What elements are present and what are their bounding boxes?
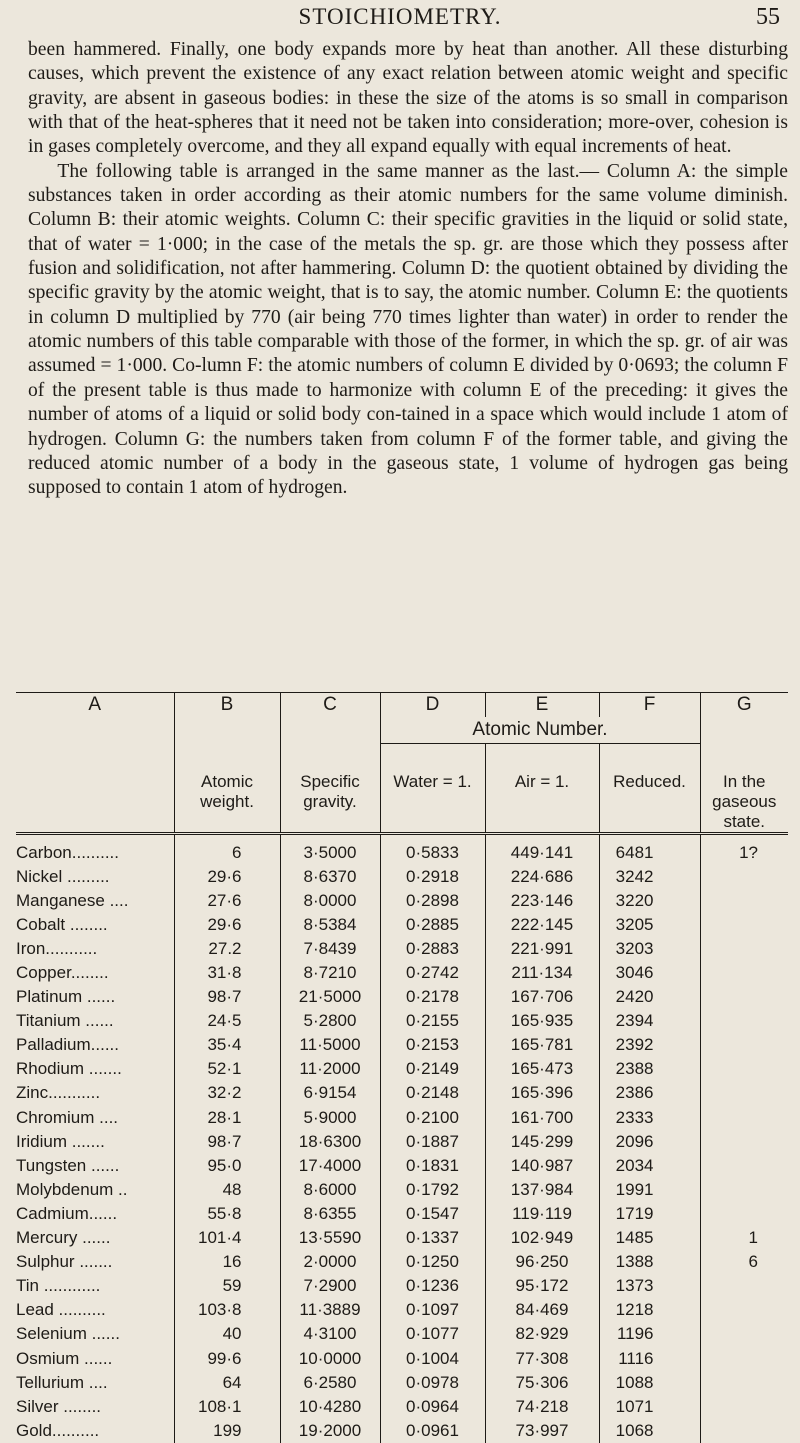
span-header-blank-b (174, 717, 280, 744)
atomic-weight: 98·7 (174, 985, 280, 1009)
atomic-weight: 29·6 (174, 865, 280, 889)
element-name: Molybdenum .. (16, 1179, 128, 1199)
atomic-number-air: 96·250 (485, 1250, 599, 1274)
atomic-number-air: 77·308 (485, 1346, 599, 1370)
atomic-number-reduced: 1485 (599, 1226, 700, 1250)
atomic-number-gaseous (700, 961, 788, 985)
atomic-number-header: Atomic Number. (380, 717, 700, 744)
atomic-number-water: 0·1337 (380, 1226, 485, 1250)
atomic-number-gaseous (700, 1419, 788, 1443)
atomic-number-reduced: 3203 (599, 937, 700, 961)
atomic-number-water: 0·0978 (380, 1371, 485, 1395)
atomic-number-reduced: 3046 (599, 961, 700, 985)
subheader-reduced: Reduced. (599, 744, 700, 834)
atomic-number-reduced: 3220 (599, 889, 700, 913)
atomic-number-water: 0·2885 (380, 913, 485, 937)
table-row (16, 913, 788, 937)
atomic-number-reduced: 2034 (599, 1154, 700, 1178)
atomic-weight: 59 (174, 1274, 280, 1298)
paragraph-1: been hammered. Finally, one body expands more by heat than another. All these disturbing causes, which prevent the existence of any exact relation between atomic weight and specific gravity, are absent in gaseous bodies: in these the size of the atoms is so small in comparison with that of the heat-spheres that it need not be taken into consideration; more-over, cohesion is in gases completely overcome, and they all expand equally with equal increments of heat. (28, 39, 788, 158)
atomic-number-air: 223·146 (485, 889, 599, 913)
atomic-number-gaseous: 6 (700, 1250, 788, 1274)
subheader-a (16, 744, 174, 834)
atomic-number-water: 0·2742 (380, 961, 485, 985)
atomic-number-water: 0·5833 (380, 833, 485, 865)
element-name: Tungsten ...... (16, 1155, 120, 1175)
table-row (16, 1298, 788, 1322)
element-name: Osmium ...... (16, 1348, 113, 1368)
running-title: STOICHIOMETRY. (298, 4, 502, 29)
element-name: Iridium ....... (16, 1131, 105, 1151)
table-row (16, 1226, 788, 1250)
atomic-weight: 48 (174, 1178, 280, 1202)
atomic-weight: 40 (174, 1322, 280, 1346)
atomic-number-water: 0·1547 (380, 1202, 485, 1226)
atomic-number-gaseous (700, 1106, 788, 1130)
specific-gravity: 11·5000 (280, 1033, 380, 1057)
element-name: Tin ............ (16, 1276, 101, 1296)
atomic-number-reduced: 1071 (599, 1395, 700, 1419)
element-name: Chromium .... (16, 1107, 119, 1127)
atomic-weight: 29·6 (174, 913, 280, 937)
table-row (16, 1395, 788, 1419)
atomic-number-air: 95·172 (485, 1274, 599, 1298)
atomic-number-reduced: 3242 (599, 865, 700, 889)
atomic-number-gaseous (700, 1154, 788, 1178)
table-row (16, 1033, 788, 1057)
specific-gravity: 11·2000 (280, 1057, 380, 1081)
specific-gravity: 5·9000 (280, 1106, 380, 1130)
atomic-number-water: 0·2155 (380, 1009, 485, 1033)
atomic-number-gaseous (700, 1298, 788, 1322)
element-name: Titanium ...... (16, 1011, 114, 1031)
atomic-weight: 64 (174, 1371, 280, 1395)
column-letter-c: C (280, 693, 380, 718)
column-letter-a: A (16, 693, 174, 718)
span-header-row (16, 717, 788, 744)
atomic-weight: 35·4 (174, 1033, 280, 1057)
span-header-blank-g (700, 717, 788, 744)
subheader-atomic-weight: Atomic weight. (174, 744, 280, 834)
atomic-number-gaseous (700, 1081, 788, 1105)
table-row (16, 1346, 788, 1370)
table-row (16, 1202, 788, 1226)
atomic-number-gaseous (700, 1178, 788, 1202)
atomic-number-reduced: 2394 (599, 1009, 700, 1033)
specific-gravity: 8·6355 (280, 1202, 380, 1226)
atomic-number-water: 0·2898 (380, 889, 485, 913)
subheader-air: Air = 1. (485, 744, 599, 834)
table-row (16, 1130, 788, 1154)
atomic-number-gaseous (700, 1395, 788, 1419)
body-text (28, 38, 788, 501)
specific-gravity: 18·6300 (280, 1130, 380, 1154)
table-row (16, 1274, 788, 1298)
table-row (16, 1154, 788, 1178)
atomic-number-gaseous (700, 1009, 788, 1033)
atomic-number-air: 73·997 (485, 1419, 599, 1443)
element-name: Gold.......... (16, 1420, 100, 1440)
column-letter-e: E (485, 693, 599, 718)
table-row (16, 1081, 788, 1105)
atomic-weight: 108·1 (174, 1395, 280, 1419)
atomic-weight: 27.2 (174, 937, 280, 961)
atomic-number-water: 0·1004 (380, 1346, 485, 1370)
atomic-number-reduced: 2388 (599, 1057, 700, 1081)
atomic-number-gaseous (700, 1346, 788, 1370)
subheader-row (16, 744, 788, 834)
atomic-number-gaseous (700, 1033, 788, 1057)
table-row (16, 1057, 788, 1081)
atomic-number-reduced: 6481 (599, 833, 700, 865)
element-name: Manganese .... (16, 890, 129, 910)
table-row (16, 985, 788, 1009)
atomic-number-air: 161·700 (485, 1106, 599, 1130)
atomic-number-water: 0·2178 (380, 985, 485, 1009)
specific-gravity: 5·2800 (280, 1009, 380, 1033)
atomic-weight: 103·8 (174, 1298, 280, 1322)
table-row (16, 1009, 788, 1033)
atomic-weight: 31·8 (174, 961, 280, 985)
element-name: Rhodium ....... (16, 1059, 122, 1079)
atomic-number-reduced: 1991 (599, 1178, 700, 1202)
atomic-number-air: 102·949 (485, 1226, 599, 1250)
column-letter-g: G (700, 693, 788, 718)
atomic-number-reduced: 1373 (599, 1274, 700, 1298)
atomic-number-gaseous (700, 1202, 788, 1226)
atomic-number-air: 167·706 (485, 985, 599, 1009)
table-row (16, 1106, 788, 1130)
atomic-number-air: 165·935 (485, 1009, 599, 1033)
atomic-number-gaseous (700, 1057, 788, 1081)
atomic-number-gaseous (700, 937, 788, 961)
atomic-number-water: 0·2148 (380, 1081, 485, 1105)
table-row (16, 961, 788, 985)
atomic-number-gaseous: 1? (700, 833, 788, 865)
table-row (16, 1371, 788, 1395)
atomic-weight: 55·8 (174, 1202, 280, 1226)
atomic-number-reduced: 1388 (599, 1250, 700, 1274)
atomic-number-water: 0·2883 (380, 937, 485, 961)
atomic-weight: 52·1 (174, 1057, 280, 1081)
atomic-number-reduced: 2420 (599, 985, 700, 1009)
atomic-weight: 99·6 (174, 1346, 280, 1370)
element-name: Palladium...... (16, 1035, 119, 1055)
element-name: Cadmium...... (16, 1203, 118, 1223)
specific-gravity: 11·3889 (280, 1298, 380, 1322)
specific-gravity: 7·8439 (280, 937, 380, 961)
atomic-weight: 199 (174, 1419, 280, 1443)
specific-gravity: 8·7210 (280, 961, 380, 985)
specific-gravity: 4·3100 (280, 1322, 380, 1346)
specific-gravity: 21·5000 (280, 985, 380, 1009)
atomic-number-reduced: 1068 (599, 1419, 700, 1443)
specific-gravity: 8·6370 (280, 865, 380, 889)
element-name: Copper........ (16, 963, 109, 983)
atomic-weight: 98·7 (174, 1130, 280, 1154)
atomic-number-reduced: 1116 (599, 1346, 700, 1370)
subheader-water: Water = 1. (380, 744, 485, 834)
column-letter-d: D (380, 693, 485, 718)
element-name: Zinc........... (16, 1083, 101, 1103)
specific-gravity: 10·0000 (280, 1346, 380, 1370)
subheader-gaseous-state: In the gaseous state. (700, 744, 788, 834)
atomic-number-air: 75·306 (485, 1371, 599, 1395)
atomic-number-gaseous (700, 1322, 788, 1346)
specific-gravity: 8·5384 (280, 913, 380, 937)
atomic-number-reduced: 1719 (599, 1202, 700, 1226)
atomic-weight: 32·2 (174, 1081, 280, 1105)
atomic-number-gaseous (700, 865, 788, 889)
specific-gravity: 2·0000 (280, 1250, 380, 1274)
element-name: Lead .......... (16, 1300, 106, 1320)
table-row (16, 1178, 788, 1202)
page-header (0, 4, 800, 34)
atomic-number-water: 0·2153 (380, 1033, 485, 1057)
atomic-number-air: 140·987 (485, 1154, 599, 1178)
atomic-number-reduced: 2333 (599, 1106, 700, 1130)
atomic-number-gaseous (700, 1130, 788, 1154)
atomic-weight: 28·1 (174, 1106, 280, 1130)
atomic-number-reduced: 1218 (599, 1298, 700, 1322)
table-row (16, 865, 788, 889)
table-row (16, 937, 788, 961)
atomic-number-water: 0·1887 (380, 1130, 485, 1154)
atomic-number-gaseous (700, 1274, 788, 1298)
specific-gravity: 8·0000 (280, 889, 380, 913)
atomic-number-gaseous (700, 985, 788, 1009)
atomic-number-water: 0·1097 (380, 1298, 485, 1322)
atomic-number-air: 84·469 (485, 1298, 599, 1322)
atomic-number-water: 0·1250 (380, 1250, 485, 1274)
column-letter-f: F (599, 693, 700, 718)
atomic-weight: 6 (174, 833, 280, 865)
element-name: Tellurium .... (16, 1372, 108, 1392)
atomic-number-water: 0·1792 (380, 1178, 485, 1202)
atomic-number-water: 0·1236 (380, 1274, 485, 1298)
element-name: Silver ........ (16, 1396, 102, 1416)
atomic-number-air: 449·141 (485, 833, 599, 865)
atomic-number-water: 0·2918 (380, 865, 485, 889)
atomic-number-water: 0·2149 (380, 1057, 485, 1081)
atomic-weight: 27·6 (174, 889, 280, 913)
column-letter-row (16, 693, 788, 718)
atomic-number-gaseous (700, 889, 788, 913)
element-name: Iron........... (16, 938, 98, 958)
atomic-number-air: 165·473 (485, 1057, 599, 1081)
atomic-number-gaseous: 1 (700, 1226, 788, 1250)
atomic-number-water: 0·0964 (380, 1395, 485, 1419)
atomic-number-air: 165·781 (485, 1033, 599, 1057)
element-name: Cobalt ........ (16, 914, 108, 934)
specific-gravity: 19·2000 (280, 1419, 380, 1443)
specific-gravity: 6·2580 (280, 1371, 380, 1395)
element-name: Selenium ...... (16, 1324, 120, 1344)
atomic-weight: 24·5 (174, 1009, 280, 1033)
specific-gravity: 10·4280 (280, 1395, 380, 1419)
atomic-number-reduced: 1088 (599, 1371, 700, 1395)
atomic-number-water: 0·1077 (380, 1322, 485, 1346)
table-row (16, 1419, 788, 1443)
atomic-weight: 101·4 (174, 1226, 280, 1250)
span-header-blank-a (16, 717, 174, 744)
table-row (16, 833, 788, 865)
atomic-number-air: 119·119 (485, 1202, 599, 1226)
atomic-number-air: 82·929 (485, 1322, 599, 1346)
atomic-number-air: 145·299 (485, 1130, 599, 1154)
specific-gravity: 7·2900 (280, 1274, 380, 1298)
atomic-number-gaseous (700, 913, 788, 937)
span-header-blank-c (280, 717, 380, 744)
atomic-number-air: 74·218 (485, 1395, 599, 1419)
column-letter-b: B (174, 693, 280, 718)
atomic-number-table-wrap (16, 692, 788, 1443)
page-number: 55 (756, 4, 780, 30)
atomic-number-reduced: 3205 (599, 913, 700, 937)
table-row (16, 1322, 788, 1346)
paragraph-2: The following table is arranged in the same manner as the last.— Column A: the simple substances taken in order according as their atomic numbers for the same volume diminish. Column B: their atomic weights. Column C: their specific gravities in the liquid or solid state, that of water = 1·000; in the case of the metals the sp. gr. are those which they possess after fusion and solidification, not after hammering. Column D: the quotient obtained by dividing the specific gravity by the atomic weight, that is to say, the atomic number. Column E: the quotients in column D multiplied by 770 (air being 770 times lighter than water) in order to render the atomic numbers of this table comparable with those of the former, in which the sp. gr. of air was assumed = 1·000. Co-lumn F: the atomic numbers of column E divided by 0·0693; the column F of the present table is thus made to harmonize with column E of the preceding: it gives the number of atoms of a liquid or solid body con-tained in a space which would include 1 atom of hydrogen. Column G: the numbers taken from column F of the former table, and giving the reduced atomic number of a body in the gaseous state, 1 volume of hydrogen gas being supposed to contain 1 atom of hydrogen. (28, 160, 788, 499)
atomic-number-water: 0·2100 (380, 1106, 485, 1130)
atomic-weight: 95·0 (174, 1154, 280, 1178)
atomic-number-reduced: 2392 (599, 1033, 700, 1057)
specific-gravity: 13·5590 (280, 1226, 380, 1250)
atomic-number-air: 165·396 (485, 1081, 599, 1105)
atomic-number-water: 0·1831 (380, 1154, 485, 1178)
atomic-number-air: 222·145 (485, 913, 599, 937)
atomic-number-reduced: 2096 (599, 1130, 700, 1154)
element-name: Carbon.......... (16, 842, 119, 862)
element-name: Nickel ......... (16, 866, 110, 886)
specific-gravity: 8·6000 (280, 1178, 380, 1202)
specific-gravity: 3·5000 (280, 833, 380, 865)
specific-gravity: 6·9154 (280, 1081, 380, 1105)
atomic-number-air: 221·991 (485, 937, 599, 961)
atomic-number-water: 0·0961 (380, 1419, 485, 1443)
atomic-number-air: 137·984 (485, 1178, 599, 1202)
atomic-number-air: 224·686 (485, 865, 599, 889)
table-row (16, 889, 788, 913)
specific-gravity: 17·4000 (280, 1154, 380, 1178)
atomic-number-reduced: 2386 (599, 1081, 700, 1105)
atomic-number-gaseous (700, 1371, 788, 1395)
element-name: Mercury ...... (16, 1228, 111, 1248)
atomic-number-reduced: 1196 (599, 1322, 700, 1346)
subheader-specific-gravity: Specific gravity. (280, 744, 380, 834)
table-row (16, 1250, 788, 1274)
element-name: Sulphur ....... (16, 1252, 113, 1272)
atomic-number-air: 211·134 (485, 961, 599, 985)
element-name: Platinum ...... (16, 987, 116, 1007)
atomic-weight: 16 (174, 1250, 280, 1274)
atomic-number-table (16, 692, 788, 1443)
table-body (16, 833, 788, 1443)
